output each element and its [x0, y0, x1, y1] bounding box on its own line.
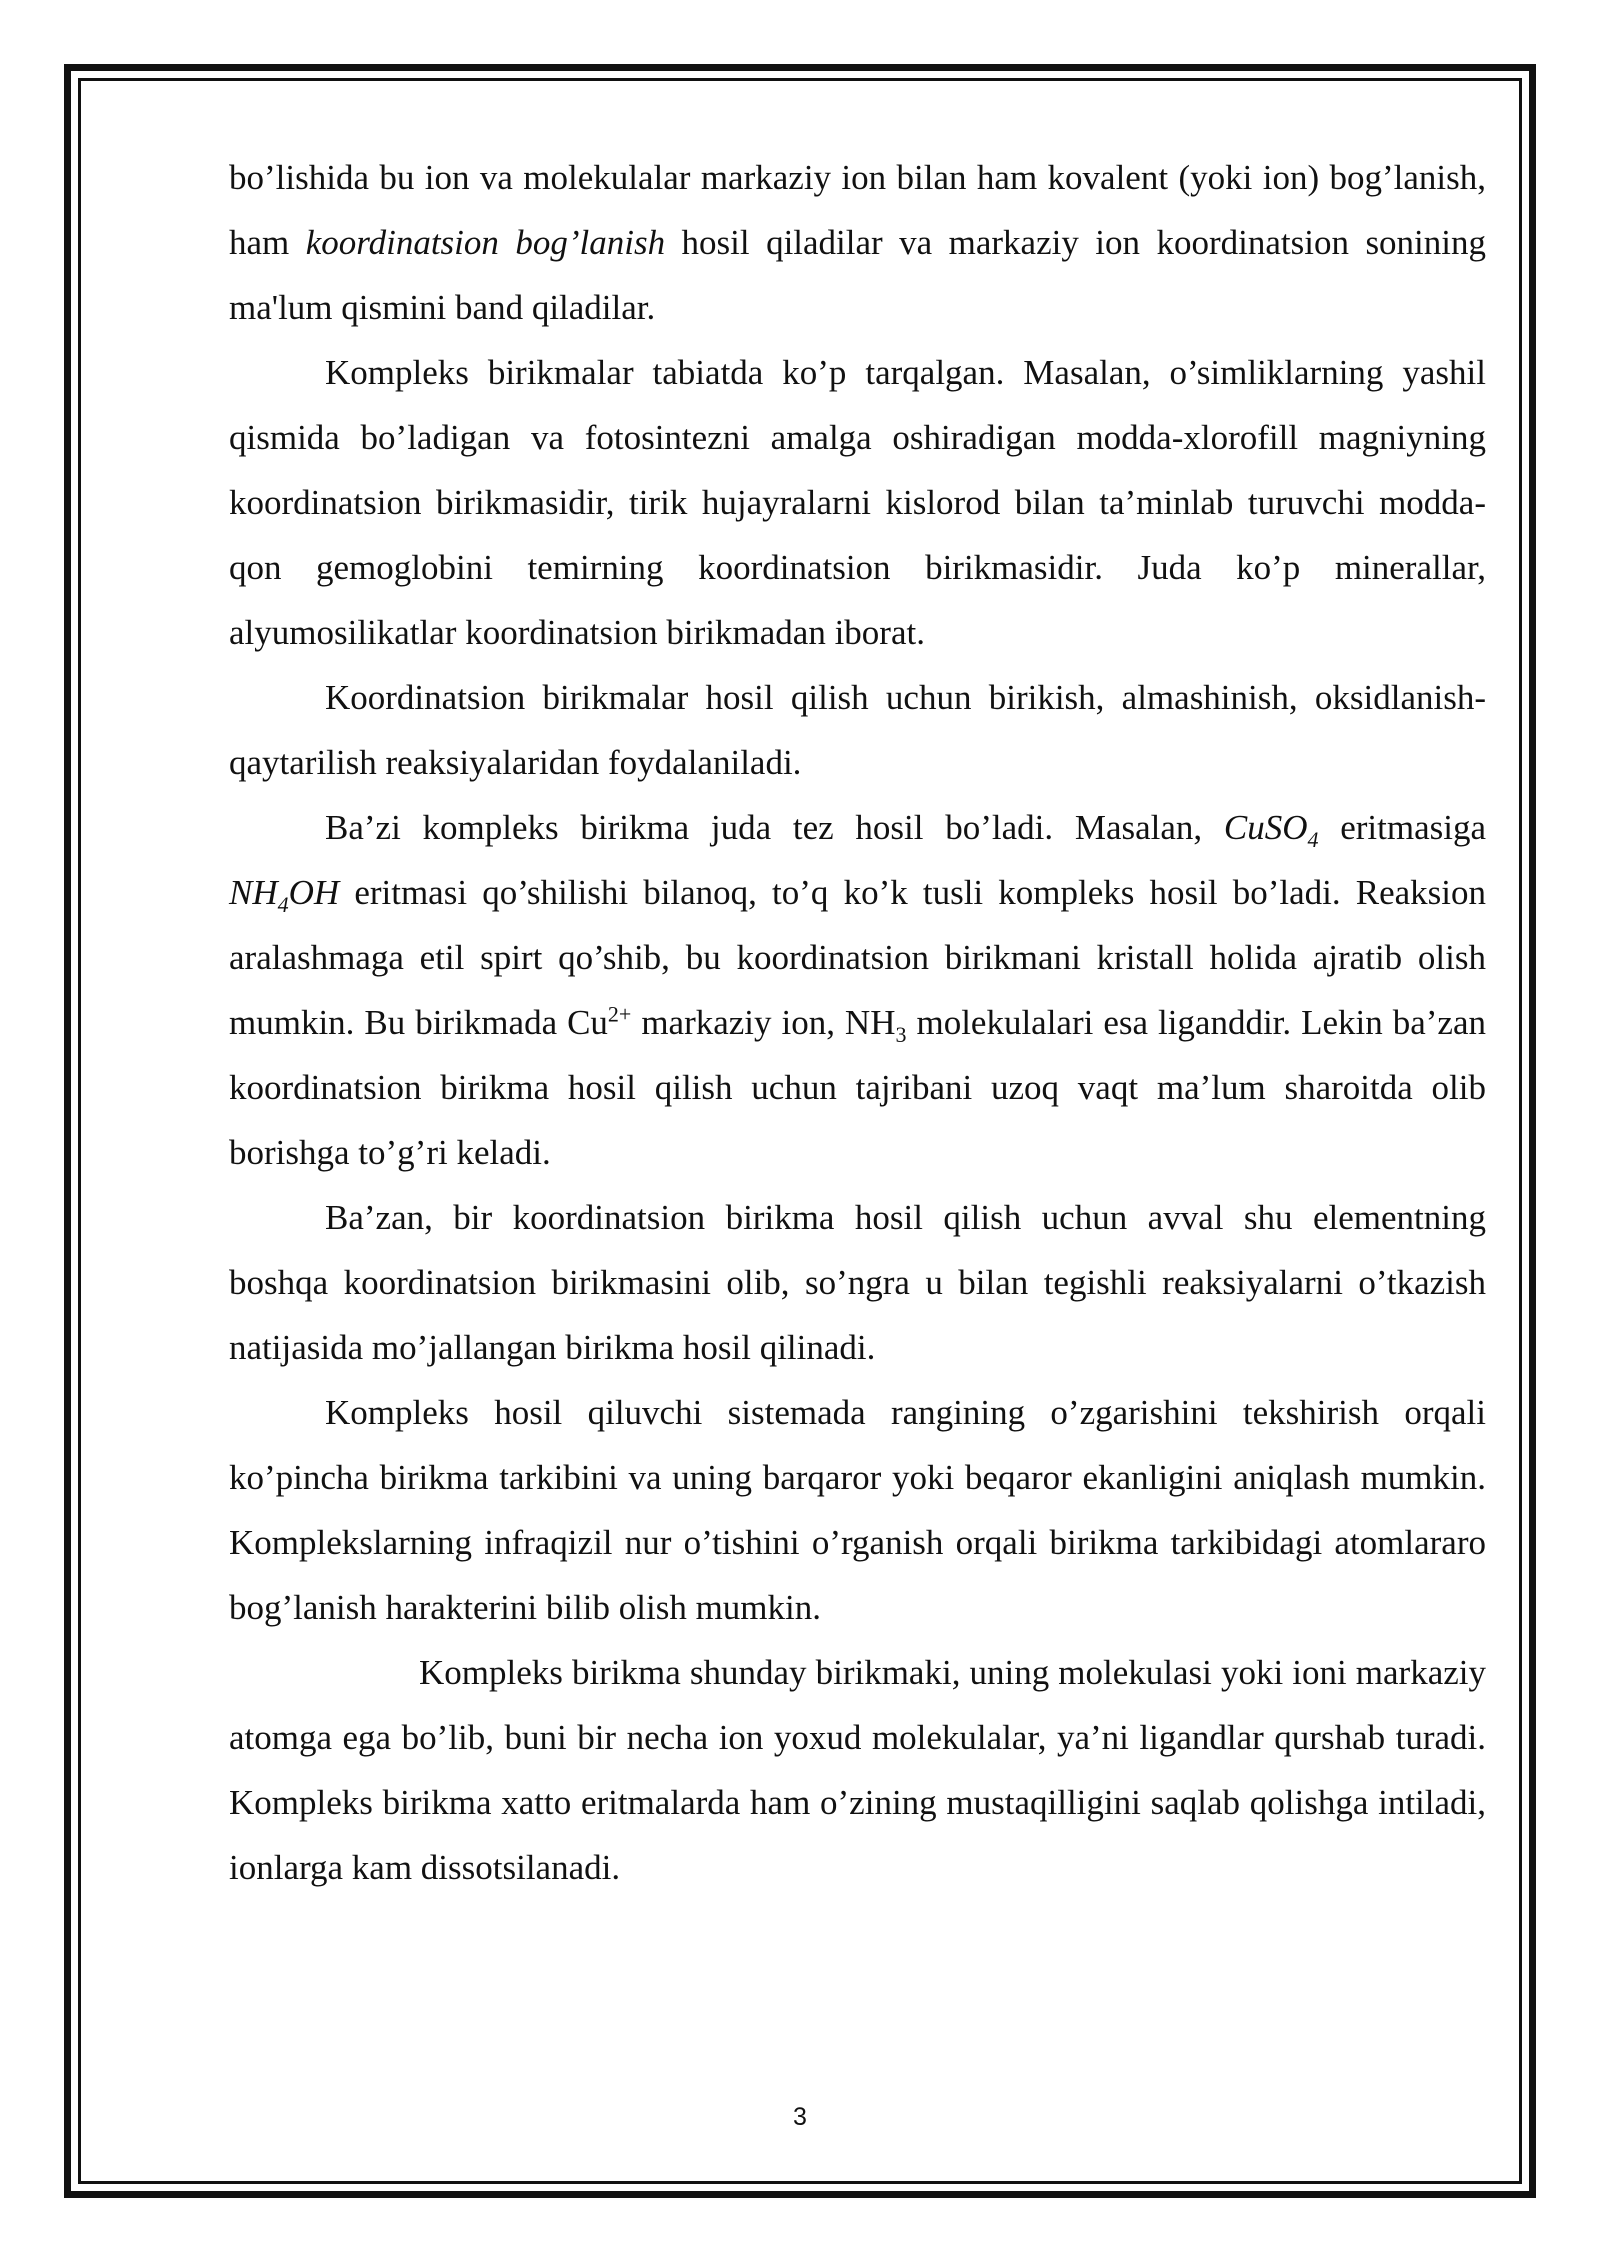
subscript: 4 — [277, 892, 289, 917]
text-run: eritmasi qo’shilishi bilanoq, to’q ko’k tusli kompleks hosil bo’ladi. Reaksion aralashmaga etil spirt qo’shib, bu koordinatsion birikmani kristall holida ajratib olish mumkin. Bu birikmada Cu — [229, 873, 1486, 1042]
paragraph — [229, 1640, 1486, 1900]
italic-text: CuSO — [1223, 808, 1308, 847]
paragraph — [229, 145, 1486, 340]
text-run: Kompleks hosil qiluvchi sistemada rangining o’zgarishini tekshirish orqali ko’pincha birikma tarkibini va uning barqaror yoki beqaror ekanligini aniqlash mumkin. Komplekslarning infraqizil nur o’tishini o’rganish orqali birikma tarkibidagi atomlararo bog’lanish harakterini bilib olish mumkin. — [229, 1393, 1486, 1627]
paragraph — [229, 1380, 1486, 1640]
superscript: 2+ — [607, 1001, 632, 1027]
page-number: 3 — [793, 2103, 807, 2131]
italic-text: koordinatsion bog’lanish — [305, 223, 666, 262]
text-run: bo’lishida bu ion va molekulalar markaziy ion bilan ham kovalent (yoki ion) bog’lanish, ham — [229, 158, 1486, 262]
text-run: Kompleks birikma shunday birikmaki, uning molekulasi yoki ioni markaziy atomga ega bo’lib, buni bir necha ion yoxud molekulalar, ya’ni ligandlar qurshab turadi. Kompleks birikma xatto eritmalarda ham o’zining mustaqilligini saqlab qolishga intiladi, ionlarga kam dissotsilanadi. — [229, 1653, 1486, 1887]
text-run: Ba’zi kompleks birikma juda tez hosil bo’ladi. Masalan, — [325, 808, 1224, 847]
text-run: Koordinatsion birikmalar hosil qilish uchun birikish, almashinish, oksidlanish-qaytarilish reaksiyalaridan foydalaniladi. — [229, 678, 1486, 782]
paragraph — [229, 795, 1486, 1185]
text-run: hosil qiladilar va markaziy ion koordinatsion sonining ma'lum qismini band qiladilar. — [229, 223, 1487, 327]
text-run: Kompleks birikmalar tabiatda ko’p tarqalgan. Masalan, o’simliklarning yashil qismida bo’ladigan va fotosintezni amalga oshiradigan modda-xlorofill magniyning koordinatsion birikmasidir, tirik hujayralarni kislorod bilan ta’minlab turuvchi modda-qon gemoglobini temirning koordinatsion birikmasidir. Juda ko’p minerallar, alyumosilikatlar koordinatsion birikmadan iborat. — [229, 353, 1486, 652]
text-run: eritmasiga — [1318, 808, 1486, 847]
paragraph — [229, 665, 1486, 795]
paragraph — [229, 1185, 1486, 1380]
text-run: markaziy ion, NH — [631, 1003, 896, 1042]
subscript: 4 — [1307, 827, 1319, 852]
italic-text: OH — [288, 873, 340, 912]
italic-text: NH — [229, 873, 278, 912]
paragraph — [229, 340, 1486, 665]
text-run: molekulalari esa liganddir. Lekin ba’zan koordinatsion birikma hosil qilish uchun tajribani uzoq vaqt ma’lum sharoitda olib borishga to’g’ri keladi. — [229, 1003, 1486, 1172]
subscript: 3 — [895, 1022, 907, 1047]
text-run: Ba’zan, bir koordinatsion birikma hosil qilish uchun avval shu elementning boshqa koordinatsion birikmasini olib, so’ngra u bilan tegishli reaksiyalarni o’tkazish natijasida mo’jallangan birikma hosil qilinadi. — [229, 1198, 1486, 1367]
document-body — [229, 145, 1486, 1900]
